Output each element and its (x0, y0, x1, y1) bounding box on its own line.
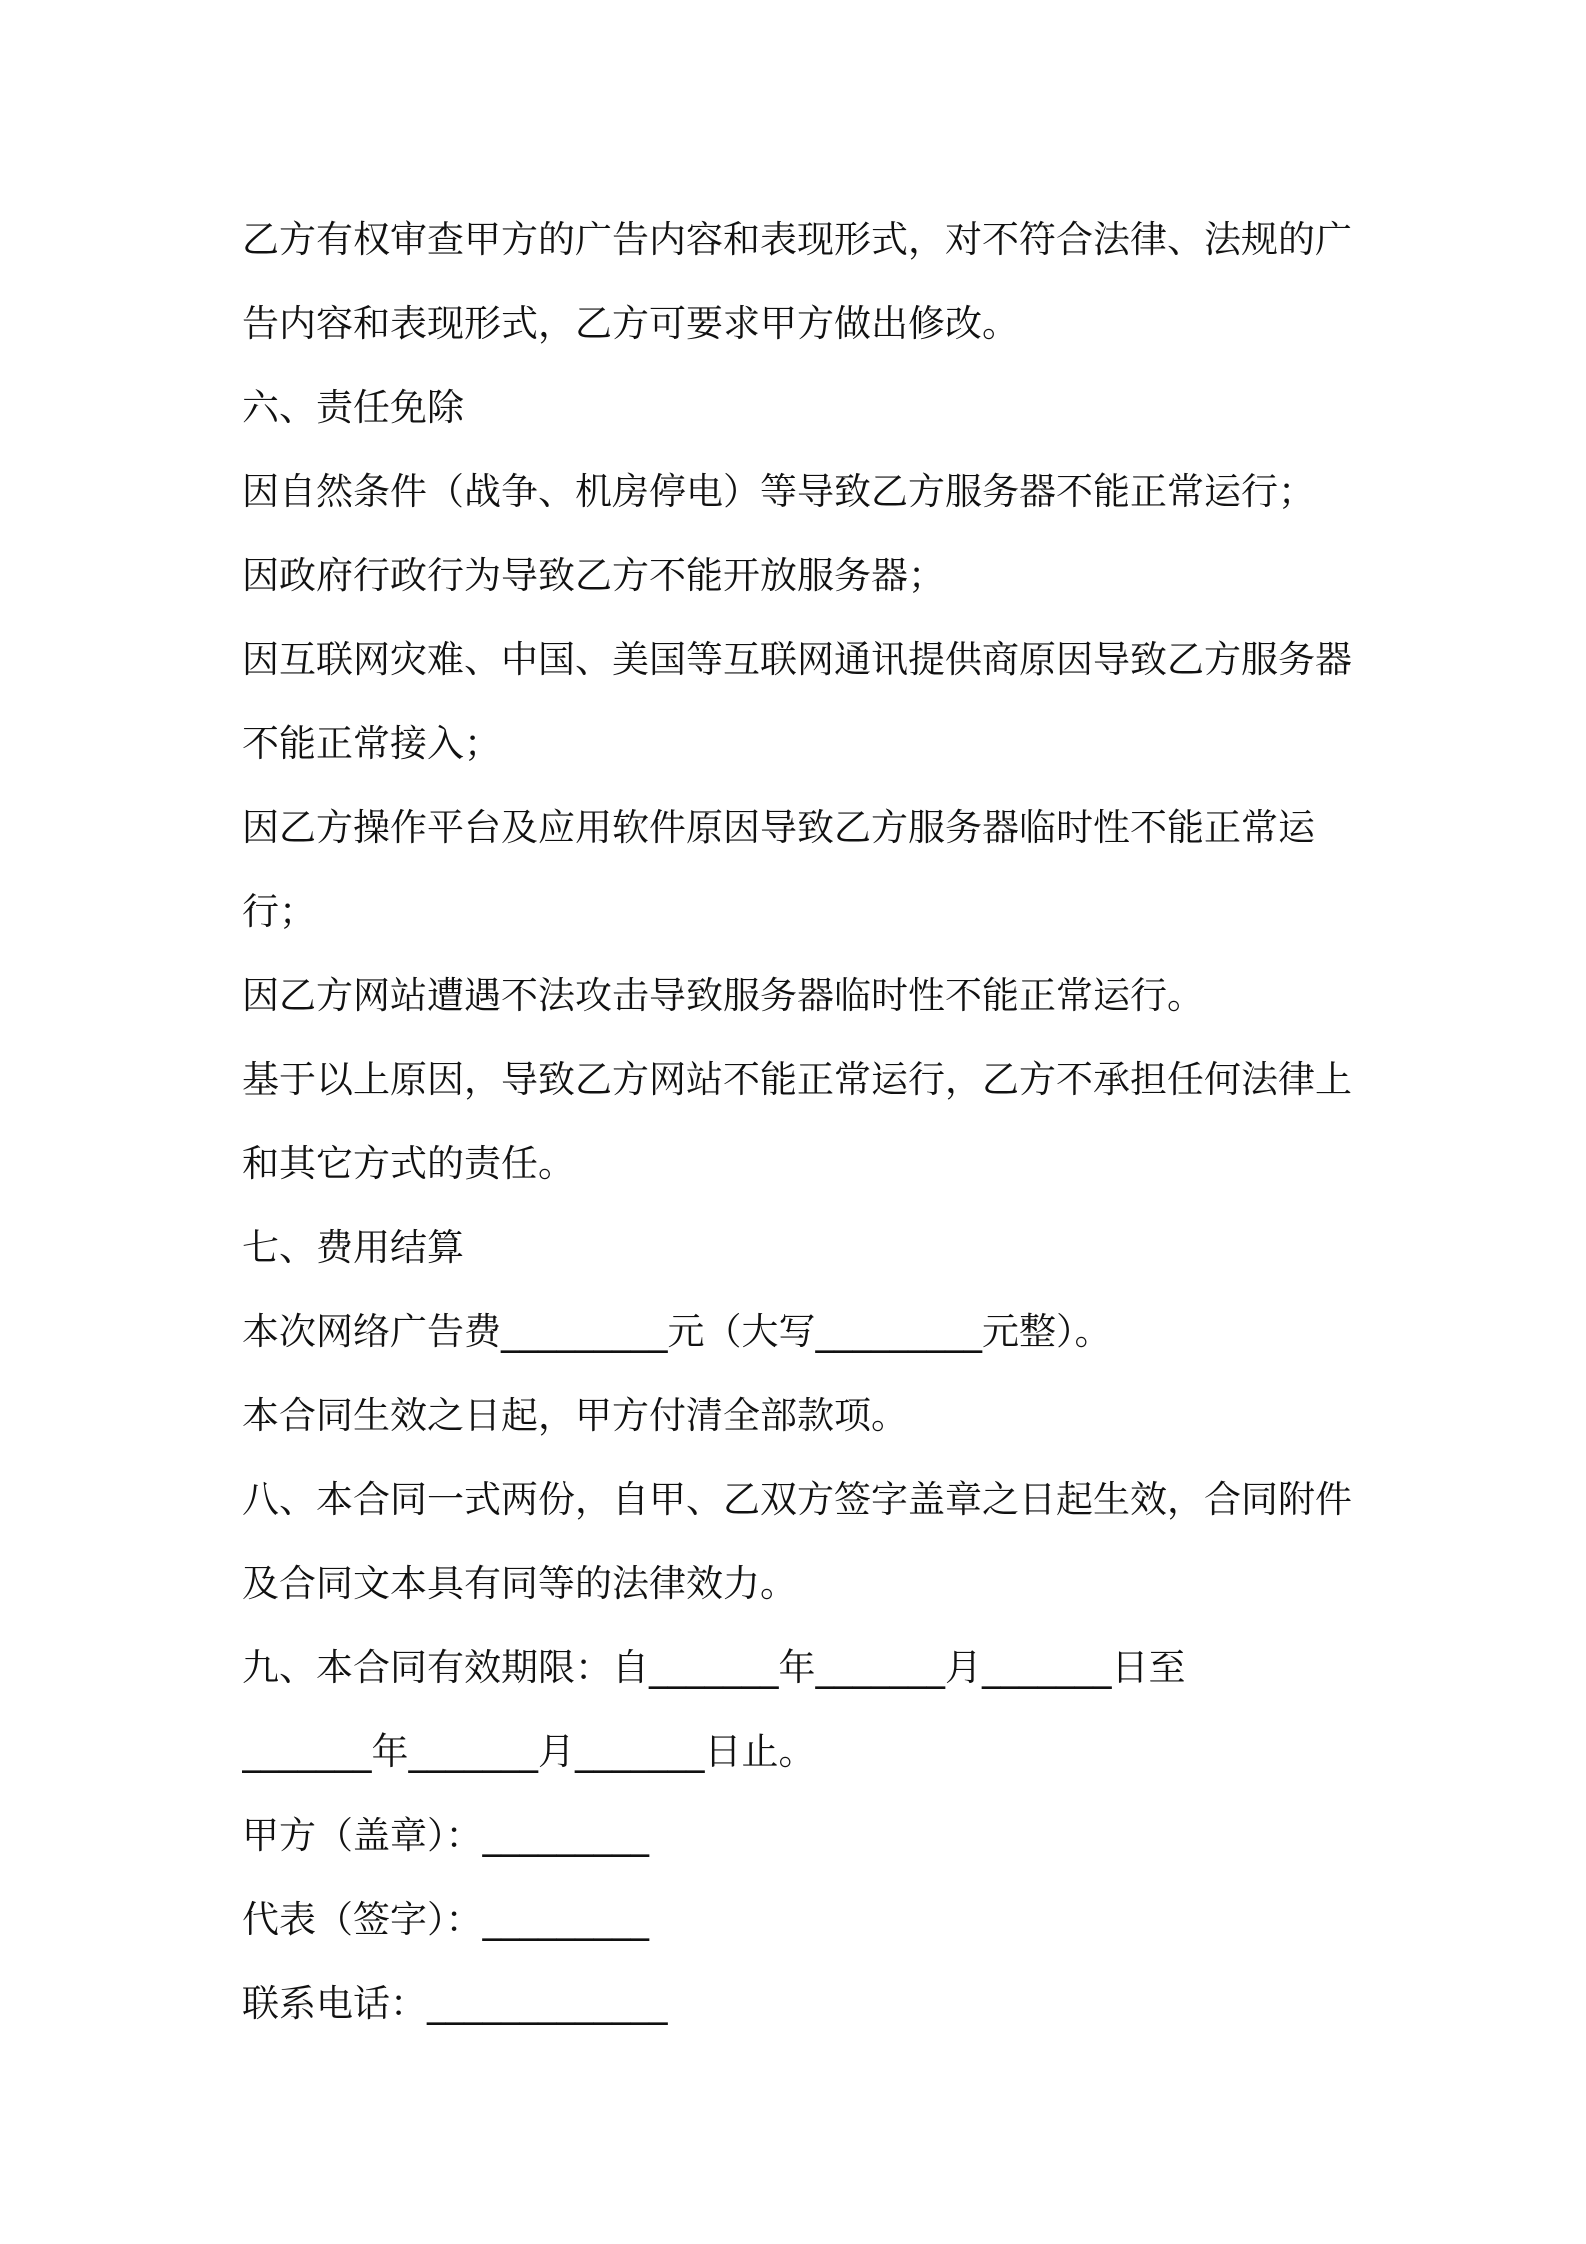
section-copies-effect: 八、本合同一式两份，自甲、乙双方签字盖章之日起生效，合同附件 (242, 1478, 1352, 1521)
exemption-platform-software-cont: 行； (242, 890, 316, 933)
exemption-internet-disaster-cont: 不能正常接入； (242, 722, 501, 765)
representative-signature-line: 代表（签字）：_________ (242, 1898, 649, 1941)
section-validity-period: 九、本合同有效期限：自_______年_______月_______日至 (242, 1646, 1186, 1689)
section-heading-fee-settlement: 七、费用结算 (242, 1226, 464, 1269)
exemption-natural-conditions: 因自然条件（战争、机房停电）等导致乙方服务器不能正常运行； (242, 470, 1315, 513)
section-validity-period-cont: _______年_______月_______日止。 (242, 1730, 816, 1773)
paragraph-review-rights: 乙方有权审查甲方的广告内容和表现形式，对不符合法律、法规的广 (242, 218, 1352, 261)
exemption-internet-disaster: 因互联网灾难、中国、美国等互联网通讯提供商原因导致乙方服务器 (242, 638, 1352, 681)
exemption-government-action: 因政府行政行为导致乙方不能开放服务器； (242, 554, 945, 597)
fee-amount-line: 本次网络广告费_________元（大写_________元整）。 (242, 1310, 1112, 1353)
contract-text (242, 198, 1362, 2046)
party-a-seal-line: 甲方（盖章）：_________ (242, 1814, 649, 1857)
section-copies-effect-cont: 及合同文本具有同等的法律效力。 (242, 1562, 797, 1605)
exemption-platform-software: 因乙方操作平台及应用软件原因导致乙方服务器临时性不能正常运 (242, 806, 1315, 849)
contact-phone-line: 联系电话：_____________ (242, 1982, 668, 2025)
fee-payment-terms: 本合同生效之日起，甲方付清全部款项。 (242, 1394, 908, 1437)
exemption-illegal-attack: 因乙方网站遭遇不法攻击导致服务器临时性不能正常运行。 (242, 974, 1204, 1017)
paragraph-review-rights-cont: 告内容和表现形式，乙方可要求甲方做出修改。 (242, 302, 1019, 345)
exemption-summary-cont: 和其它方式的责任。 (242, 1142, 575, 1185)
exemption-summary: 基于以上原因，导致乙方网站不能正常运行，乙方不承担任何法律上 (242, 1058, 1352, 1101)
section-heading-liability-exemption: 六、责任免除 (242, 386, 464, 429)
